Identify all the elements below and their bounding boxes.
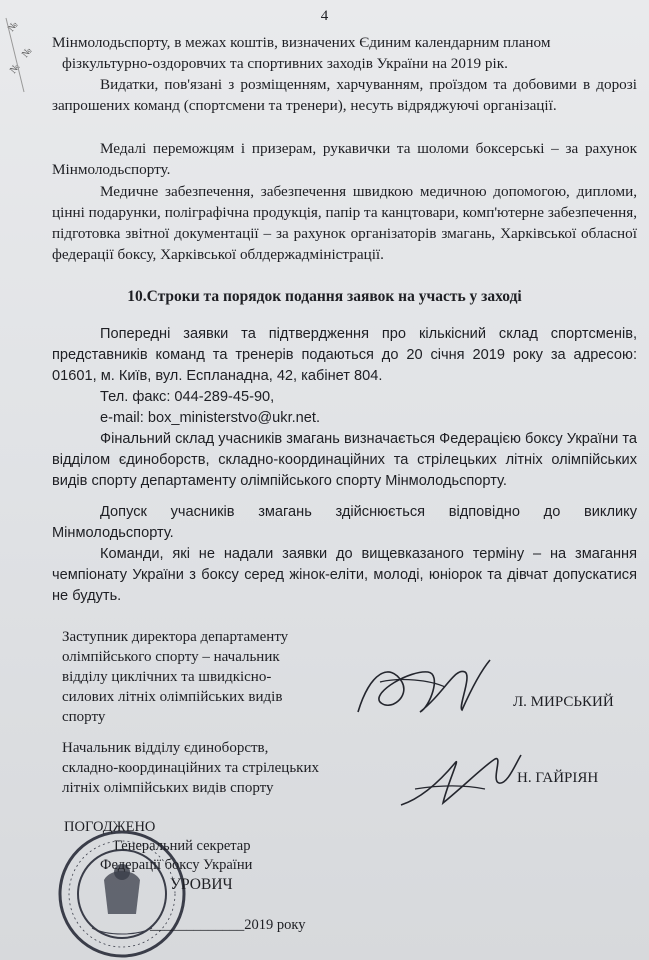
- agreement-date: _____________2019 року: [150, 917, 306, 933]
- signature-hairiian: [395, 745, 525, 815]
- signatory-name-2: Н. ГАЙРІЯН: [517, 770, 599, 786]
- paragraph-line: Мінмолодьспорту, в межах коштів, визначених Єдиним календарним планом: [52, 34, 551, 51]
- agreement-label: ПОГОДЖЕНО: [64, 819, 156, 835]
- title-line: спорту: [62, 709, 106, 725]
- title-line: складно-координаційних та стрілецьких: [62, 760, 319, 776]
- paragraph-final-lineup: Фінальний склад учасників змагань визначається Федерацією боксу України та відділом єдиноборств, складно-координаційних та стрілецьких літніх олімпійських видів спорту департаменту олімпійського спорту Мінмолодьспорту.: [52, 431, 637, 489]
- contact-email: e-mail: box_ministerstvo@ukr.net.: [100, 410, 321, 426]
- paragraph-medical: Медичне забезпечення, забезпечення швидкою медичною допомогою, дипломи, цінні подарунки, поліграфічна продукція, папір та канцтовари, комп'ютерне забезпечення, підготовка звітної документації – за рахунок організаторів змагань, Харківської обласної федерації боксу, Харківської облдержадміністрації.: [52, 183, 637, 263]
- signatory-title-1: [62, 627, 288, 727]
- signatory-title-2: [62, 738, 319, 798]
- margin-mark: №: [5, 19, 21, 34]
- section-heading: 10.Строки та порядок подання заявок на участь у заході: [127, 288, 522, 305]
- paragraph-medals: Медалі переможцям і призерам, рукавички та шоломи боксерські – за рахунок Мінмолодьспорту.: [52, 140, 637, 178]
- paragraph-line: фізкультурно-оздоровчих та спортивних заходів України на 2019 рік.: [62, 55, 508, 72]
- contact-fax: Тел. факс: 044-289-45-90,: [100, 389, 275, 405]
- title-line: силових літніх олімпійських видів: [62, 689, 283, 705]
- paragraph-applications: Попередні заявки та підтвердження про кількісний склад спортсменів, представників команд та тренерів подаються до 20 січня 2019 року за адресою: 01601, м. Київ, вул. Еспланадна, 42, кабінет 804.: [52, 326, 637, 384]
- page-number: 4: [320, 8, 329, 24]
- signatory-name-1: Л. МИРСЬКИЙ: [513, 694, 614, 710]
- margin-mark: №: [7, 61, 23, 76]
- title-line: літніх олімпійських видів спорту: [62, 780, 274, 796]
- title-line: олімпійського спорту – начальник: [62, 649, 280, 665]
- paragraph-admission: Допуск учасників змагань здійснюється відповідно до виклику Мінмолодьспорту.: [52, 504, 637, 541]
- margin-mark: №: [19, 45, 35, 60]
- signature-mirskyi: [350, 652, 500, 727]
- title-line: Начальник відділу єдиноборств,: [62, 740, 269, 756]
- agreement-position: Генеральний секретар: [114, 838, 251, 854]
- title-line: відділу циклічних та швидкісно-: [62, 669, 272, 685]
- paragraph-late-applications: Команди, які не надали заявки до вищевказаного терміну – на змагання чемпіонату України з боксу серед жінок-еліти, молоді, юніорок та дівчат допускатися не будуть.: [52, 546, 637, 604]
- title-line: Заступник директора департаменту: [62, 629, 289, 645]
- paragraph-expenses: Видатки, пов'язані з розміщенням, харчуванням, проїздом та добовими в дорозі запрошених команд (спортсмени та тренери), несуть відряджуючі організації.: [52, 76, 637, 114]
- agreement-organization: Федерації боксу України: [100, 857, 253, 873]
- agreement-name: УРОВИЧ: [170, 876, 233, 893]
